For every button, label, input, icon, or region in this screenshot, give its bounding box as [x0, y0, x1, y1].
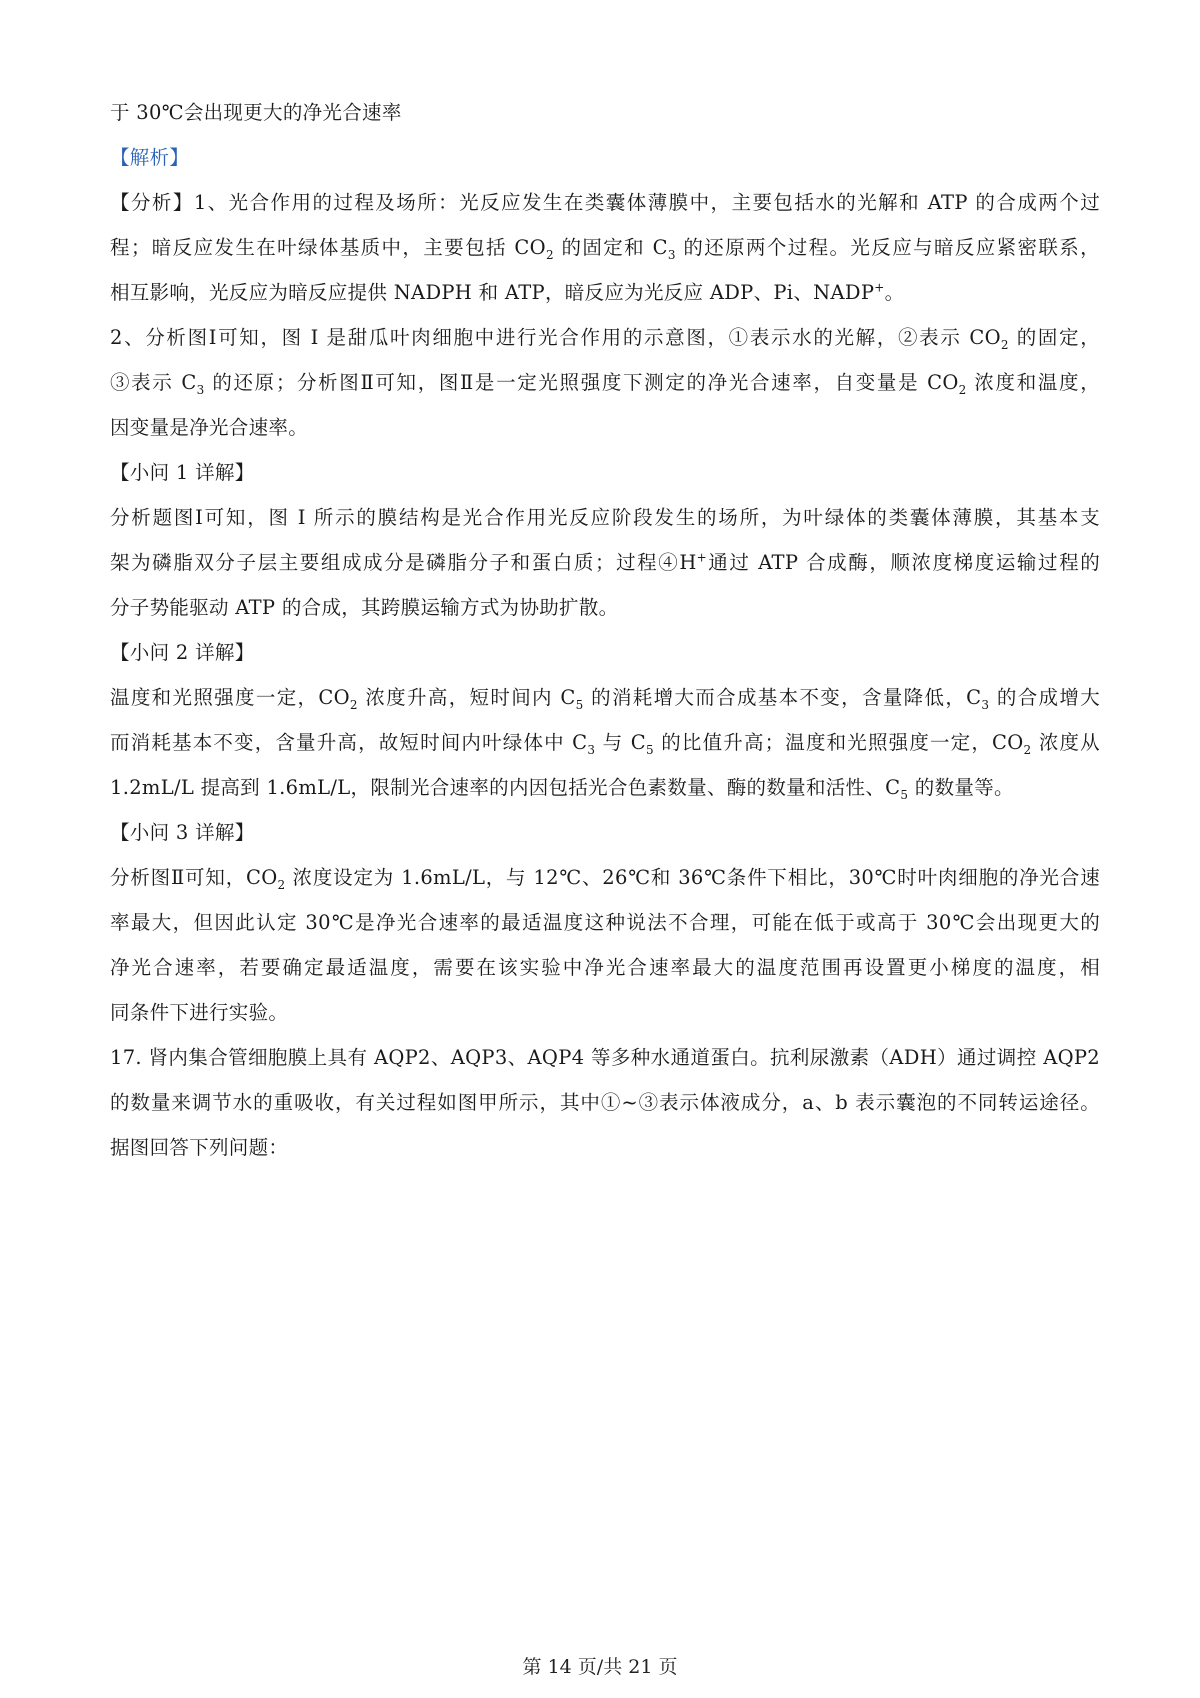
document-body: [110, 90, 1100, 1170]
text-line: 2、分析图Ⅰ可知，图 I 是甜瓜叶肉细胞中进行光合作用的示意图，①表示水的光解，②表示 $CO_2$ 的固定，: [110, 326, 1100, 352]
text-line: 因变量是净光合速率。: [110, 416, 309, 439]
text-line: 分析图Ⅱ可知，$CO_2$ 浓度设定为 1.6mL/L，与 12℃、26℃和 36℃条件下相比，30℃时叶肉细胞的净光合速: [110, 866, 1100, 892]
text-line: 温度和光照强度一定，$CO_2$ 浓度升高，短时间内 $C_5$ 的消耗增大而合成基本不变，含量降低，$C_3$ 的合成增大: [110, 686, 1101, 712]
section-heading-analysis: 【解析】: [110, 146, 190, 169]
text-line: 分析题图Ⅰ可知，图 I 所示的膜结构是光合作用光反应阶段发生的场所，为叶绿体的类囊体薄膜，其基本支: [110, 506, 1100, 529]
text-line: ③表示 $C_3$ 的还原；分析图Ⅱ可知，图Ⅱ是一定光照强度下测定的净光合速率，自变量是 $CO_2$ 浓度和温度，: [110, 371, 1100, 397]
text-line: 据图回答下列问题：: [110, 1136, 289, 1159]
question-17-text: 17. 肾内集合管细胞膜上具有 AQP2、AQP3、AQP4 等多种水通道蛋白。抗利尿激素（ADH）通过调控 AQP2: [110, 1046, 1100, 1069]
text-line: 率最大，但因此认定 30℃是净光合速率的最适温度这种说法不合理，可能在低于或高于 30℃会出现更大的: [110, 911, 1100, 934]
text-line: 于 30℃会出现更大的净光合速率: [110, 101, 402, 124]
text-line: 分子势能驱动 ATP 的合成，其跨膜运输方式为协助扩散。: [110, 596, 619, 619]
section-heading-q2: 【小问 2 详解】: [110, 641, 255, 664]
text-line: 架为磷脂双分子层主要组成成分是磷脂分子和蛋白质；过程④H+通过 ATP 合成酶，顺浓度梯度运输过程的: [110, 550, 1100, 574]
text-line: 净光合速率，若要确定最适温度，需要在该实验中净光合速率最大的温度范围再设置更小梯度的温度，相: [110, 956, 1100, 979]
text-line: 的数量来调节水的重吸收，有关过程如图甲所示，其中①~③表示体液成分，a、b 表示囊泡的不同转运途径。: [110, 1091, 1100, 1114]
section-heading-q1: 【小问 1 详解】: [110, 461, 255, 484]
text-line: 1.2mL/L 提高到 1.6mL/L，限制光合速率的内因包括光合色素数量、酶的数量和活性、$C_5$ 的数量等。: [110, 776, 1014, 802]
text-line: 程；暗反应发生在叶绿体基质中，主要包括 $CO_2$ 的固定和 $C_3$ 的还原两个过程。光反应与暗反应紧密联系，: [110, 236, 1100, 262]
text-line: 【分析】1、光合作用的过程及场所：光反应发生在类囊体薄膜中，主要包括水的光解和 ATP 的合成两个过: [110, 191, 1100, 214]
page-footer: 第 14 页/共 21 页: [522, 1656, 678, 1678]
text-line: 同条件下进行实验。: [110, 1001, 289, 1024]
section-heading-q3: 【小问 3 详解】: [110, 821, 255, 844]
text-line: 相互影响，光反应为暗反应提供 NADPH 和 ATP，暗反应为光反应 ADP、Pi、NADP+。: [110, 280, 905, 304]
text-line: 而消耗基本不变，含量升高，故短时间内叶绿体中 $C_3$ 与 $C_5$ 的比值升高；温度和光照强度一定，$CO_2$ 浓度从: [110, 731, 1100, 757]
